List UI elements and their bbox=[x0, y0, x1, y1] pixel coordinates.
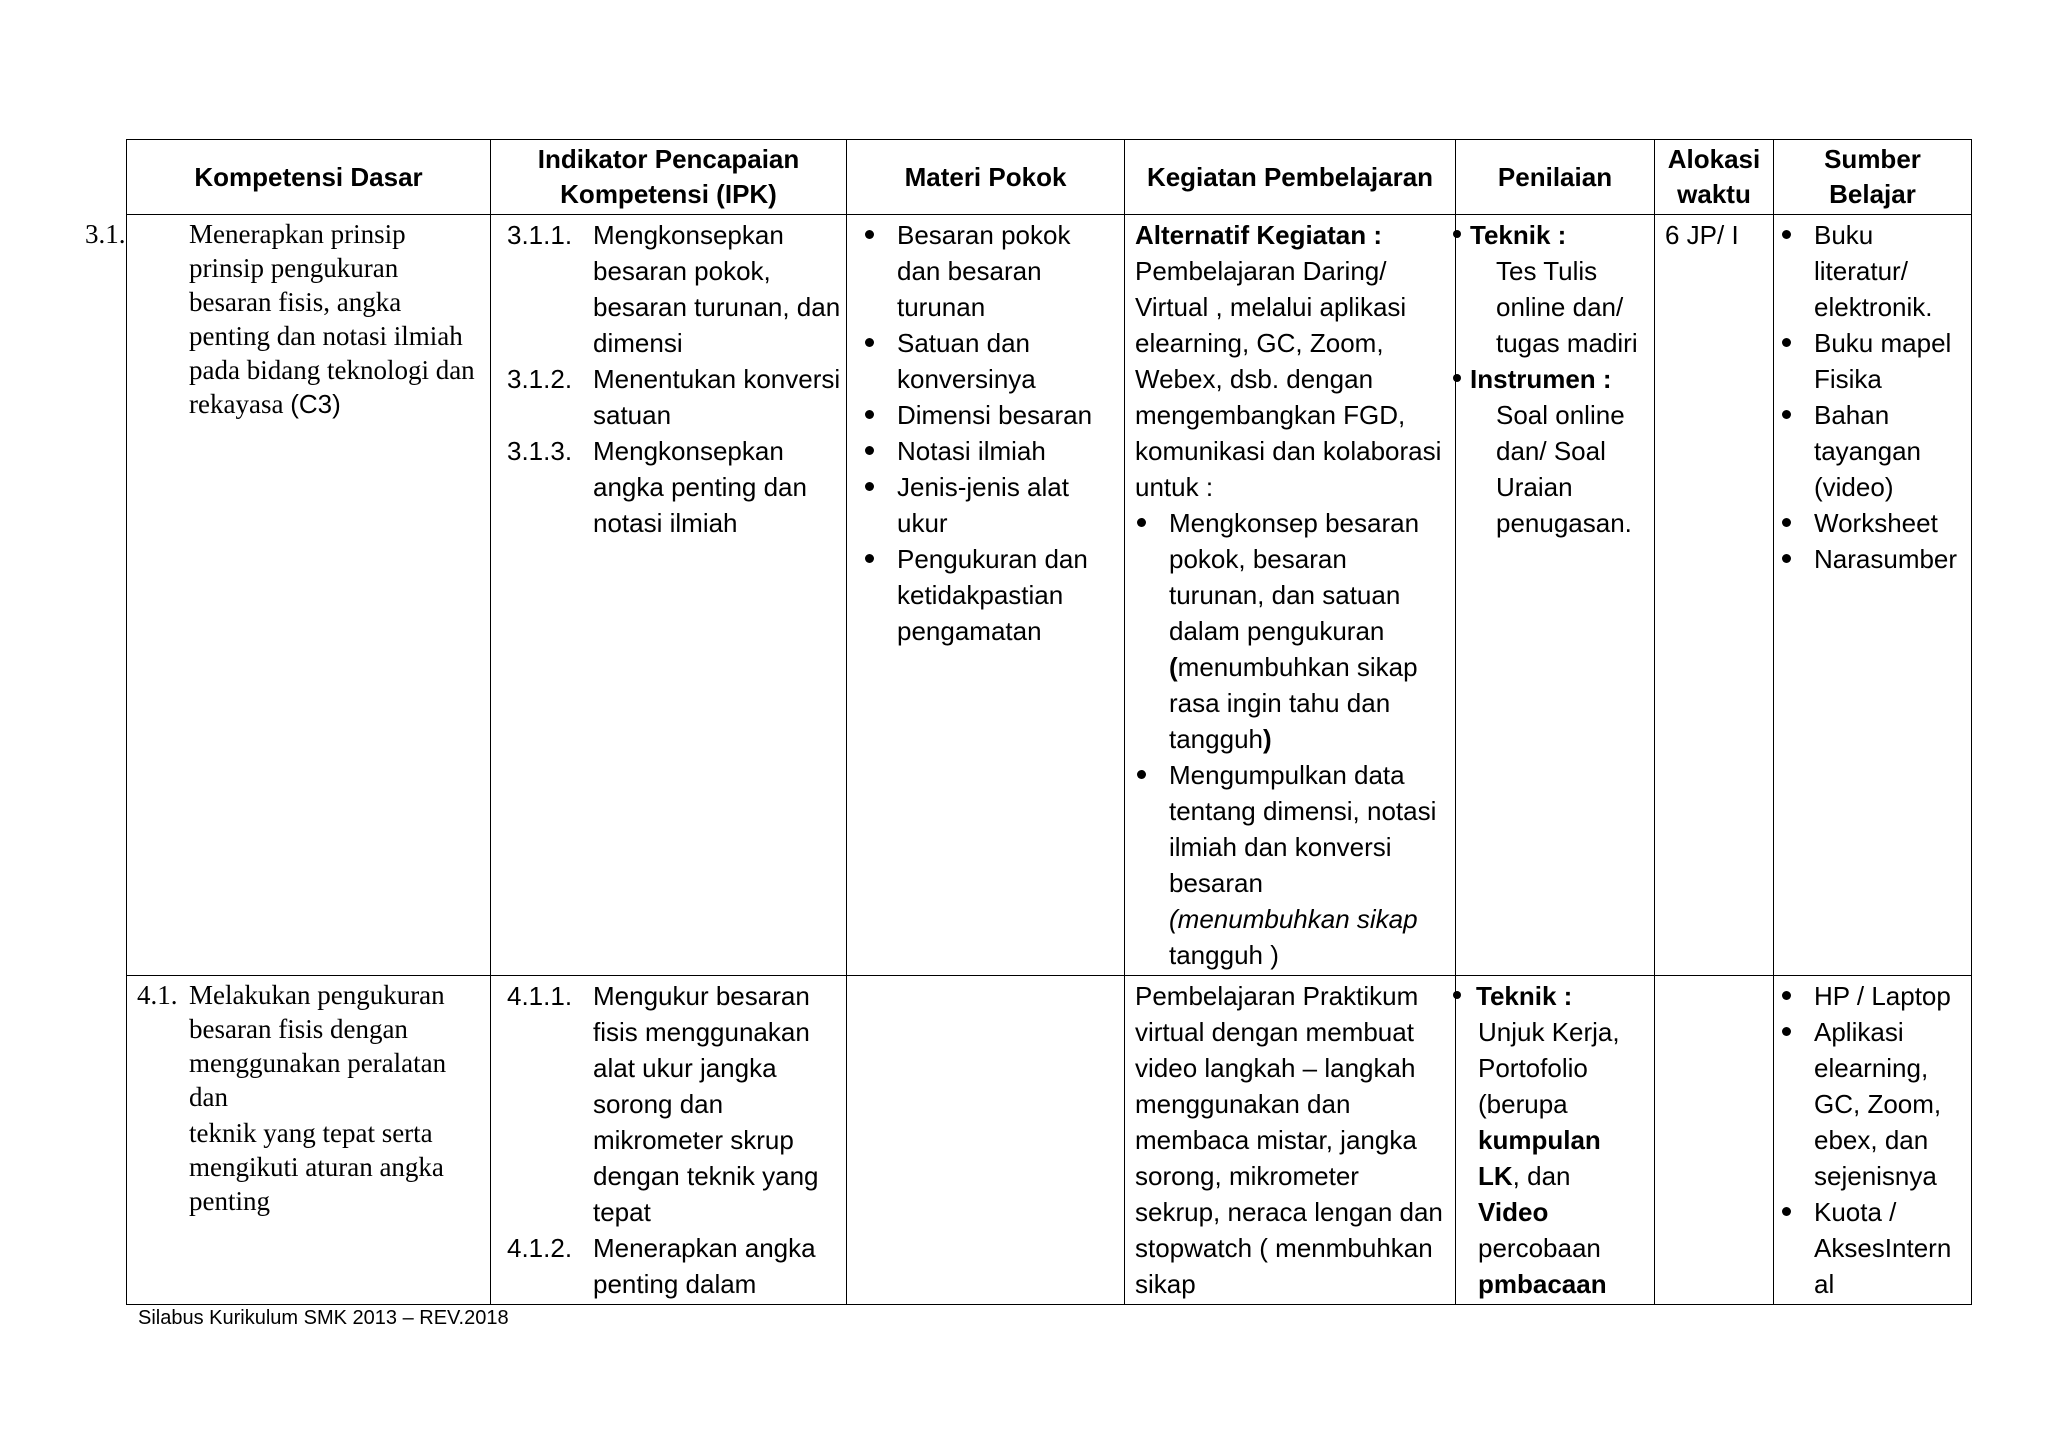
kegiatan-intro: Pembelajaran Daring/ Virtual , melalui aplikasi elearning, GC, Zoom, Webex, dsb. dengan mengembangkan FGD, komunikasi dan kolaborasi untuk : bbox=[1135, 256, 1442, 502]
ipk-text: Mengkonsepkan besaran pokok, besaran turunan, dan dimensi bbox=[593, 220, 841, 358]
bullet-icon bbox=[1453, 230, 1461, 238]
sumber-list bbox=[1774, 976, 1971, 1302]
paren-close: ) bbox=[1262, 724, 1272, 754]
instrumen-value: Soal online dan/ Soal Uraian penugasan. bbox=[1496, 400, 1632, 538]
kegiatan-note: (menumbuhkan sikap bbox=[1169, 904, 1418, 934]
list-item bbox=[1774, 217, 1969, 325]
ipk-number: 3.1.2. bbox=[507, 364, 573, 394]
teknik-value: Tes Tulis online dan/ tugas madiri bbox=[1496, 256, 1638, 358]
kd-number: 4.1. bbox=[137, 980, 178, 1010]
sumber-list bbox=[1774, 215, 1971, 577]
ipk-item bbox=[491, 1230, 846, 1302]
sumber-text: Worksheet bbox=[1814, 508, 1938, 538]
materi-text: Jenis-jenis alat ukur bbox=[897, 472, 1069, 538]
ipk-number: 3.1.1. bbox=[507, 220, 573, 250]
kegiatan-text: Pembelajaran Praktikum virtual dengan membuat video langkah – langkah menggunakan dan membaca mistar, jangka sorong, mikrometer sekrup, neraca lengan dan stopwatch ( menmbuhkan sikap bbox=[1135, 981, 1443, 1299]
ipk-text: Mengukur besaran fisis menggunakan alat ukur jangka sorong dan mikrometer skrup dengan teknik yang tepat bbox=[593, 981, 819, 1227]
kegiatan-list bbox=[1129, 505, 1449, 973]
kegiatan-note-tail: tangguh ) bbox=[1169, 940, 1279, 970]
kegiatan-cell bbox=[1125, 215, 1456, 976]
teknik-label bbox=[1456, 217, 1648, 253]
materi-text: Satuan dan konversinya bbox=[897, 328, 1036, 394]
teknik-value-text: Unjuk Kerja, Portofolio (berupa bbox=[1478, 1017, 1620, 1119]
materi-list bbox=[847, 215, 1124, 649]
kegiatan-note: menumbuhkan sikap rasa ingin tahu dan tangguh bbox=[1169, 652, 1418, 754]
header-row bbox=[127, 140, 1972, 215]
bullet-icon bbox=[865, 554, 874, 563]
list-item bbox=[857, 541, 1118, 649]
bullet-icon bbox=[865, 338, 874, 347]
bullet-icon bbox=[1782, 230, 1791, 239]
alokasi-cell bbox=[1655, 976, 1774, 1305]
bullet-icon bbox=[865, 230, 874, 239]
materi-cell bbox=[847, 976, 1125, 1305]
teknik-value-bold: pmbacaan bbox=[1478, 1269, 1607, 1299]
alokasi-cell bbox=[1655, 215, 1774, 976]
ipk-item bbox=[491, 361, 846, 433]
bullet-icon bbox=[1453, 374, 1461, 382]
ipk-list bbox=[491, 976, 846, 1302]
bullet-icon bbox=[1782, 991, 1791, 1000]
ipk-cell bbox=[491, 976, 847, 1305]
bullet-icon bbox=[1782, 410, 1791, 419]
materi-cell bbox=[847, 215, 1125, 976]
kd-text-block bbox=[85, 215, 490, 423]
bullet-icon bbox=[1782, 1027, 1791, 1036]
list-item bbox=[857, 469, 1118, 541]
header-alokasi: Alokasi waktu bbox=[1655, 140, 1774, 215]
kd-level: (C3) bbox=[290, 389, 341, 419]
ipk-text: Menentukan konversi satuan bbox=[593, 364, 841, 430]
kegiatan-block bbox=[1125, 215, 1455, 975]
bullet-icon bbox=[865, 446, 874, 455]
list-item bbox=[1774, 541, 1969, 577]
penilaian-block bbox=[1456, 976, 1654, 1302]
ipk-item bbox=[491, 978, 846, 1230]
kd-cell bbox=[85, 215, 491, 976]
instrumen-label bbox=[1456, 361, 1648, 397]
bullet-icon bbox=[1782, 338, 1791, 347]
materi-text: Besaran pokok dan besaran turunan bbox=[897, 220, 1071, 322]
bullet-icon bbox=[865, 410, 874, 419]
materi-text: Dimensi besaran bbox=[897, 400, 1093, 430]
list-item bbox=[857, 397, 1118, 433]
ipk-item bbox=[491, 433, 846, 541]
bullet-icon bbox=[1782, 1207, 1791, 1216]
teknik-value-text: , dan bbox=[1512, 1161, 1571, 1191]
list-item bbox=[857, 217, 1118, 325]
bullet-icon bbox=[1137, 518, 1146, 527]
ipk-number: 3.1.3. bbox=[507, 436, 573, 466]
teknik-label-text: Teknik : bbox=[1470, 220, 1567, 250]
sumber-text: HP / Laptop bbox=[1814, 981, 1951, 1011]
sumber-text: Buku literatur/ elektronik. bbox=[1814, 220, 1933, 322]
materi-text: Notasi ilmiah bbox=[897, 436, 1046, 466]
header-sumber: Sumber Belajar bbox=[1774, 140, 1972, 215]
teknik-label bbox=[1456, 978, 1648, 1014]
kd-text: Melakukan pengukuran besaran fisis dengan menggunakan peralatan dan bbox=[189, 980, 447, 1112]
kegiatan-cell bbox=[1125, 976, 1456, 1305]
kd-text-block bbox=[127, 976, 490, 1116]
header-kegiatan: Kegiatan Pembelajaran bbox=[1125, 140, 1456, 215]
teknik-value-text: percobaan bbox=[1478, 1233, 1601, 1263]
list-item bbox=[1774, 505, 1969, 541]
teknik-value-bold: Video bbox=[1478, 1197, 1549, 1227]
ipk-text: Menerapkan angka penting dalam bbox=[593, 1233, 816, 1299]
list-item bbox=[1774, 978, 1969, 1014]
header-penilaian: Penilaian bbox=[1456, 140, 1655, 215]
list-item bbox=[1774, 1014, 1969, 1194]
sumber-cell bbox=[1774, 215, 1972, 976]
list-item bbox=[1129, 757, 1449, 973]
sumber-text: Narasumber bbox=[1814, 544, 1958, 574]
penilaian-cell bbox=[1456, 976, 1655, 1305]
penilaian-cell bbox=[1456, 215, 1655, 976]
header-materi-pokok: Materi Pokok bbox=[847, 140, 1125, 215]
kd-text: Menerapkan prinsip prinsip pengukuran besaran fisis, angka penting dan notasi ilmiah pada bidang teknologi dan rekayasa bbox=[189, 219, 475, 419]
sumber-cell bbox=[1774, 976, 1972, 1305]
table-row bbox=[127, 976, 1972, 1305]
kegiatan-text: Mengkonsep besaran pokok, besaran turunan, dan satuan dalam pengukuran bbox=[1169, 508, 1420, 646]
kd-text-continued: teknik yang tepat serta mengikuti aturan angka penting bbox=[189, 1118, 444, 1216]
header-ipk: Indikator Pencapaian Kompetensi (IPK) bbox=[491, 140, 847, 215]
materi-text: Pengukuran dan ketidakpastian pengamatan bbox=[897, 544, 1088, 646]
teknik-label-text: Teknik : bbox=[1476, 981, 1573, 1011]
list-item bbox=[857, 325, 1118, 397]
ipk-cell bbox=[491, 215, 847, 976]
bullet-icon bbox=[1453, 991, 1461, 999]
ipk-number: 4.1.1. bbox=[507, 981, 573, 1011]
kegiatan-title: Alternatif Kegiatan : bbox=[1135, 220, 1383, 250]
kd-number: 3.1. bbox=[85, 219, 126, 249]
kd-cell bbox=[127, 976, 491, 1305]
bullet-icon bbox=[1782, 554, 1791, 563]
teknik-value bbox=[1456, 1014, 1648, 1302]
ipk-item bbox=[491, 217, 846, 361]
alokasi-value: 6 JP/ I bbox=[1665, 220, 1739, 250]
sumber-text: Bahan tayangan (video) bbox=[1814, 400, 1921, 502]
list-item bbox=[1129, 505, 1449, 757]
kegiatan-text: Mengumpulkan data tentang dimensi, notasi ilmiah dan konversi besaran bbox=[1169, 760, 1437, 898]
bullet-icon bbox=[1782, 518, 1791, 527]
sumber-text: Kuota / AksesIntern al bbox=[1814, 1197, 1952, 1299]
paren-open: ( bbox=[1169, 652, 1178, 682]
list-item bbox=[1774, 1194, 1969, 1302]
page-footer: Silabus Kurikulum SMK 2013 – REV.2018 bbox=[138, 1307, 509, 1329]
ipk-number: 4.1.2. bbox=[507, 1233, 573, 1263]
list-item bbox=[1774, 325, 1969, 397]
ipk-text: Mengkonsepkan angka penting dan notasi ilmiah bbox=[593, 436, 807, 538]
bullet-icon bbox=[1137, 770, 1146, 779]
list-item bbox=[1774, 397, 1969, 505]
penilaian-block bbox=[1456, 215, 1654, 541]
ipk-list bbox=[491, 215, 846, 541]
bullet-icon bbox=[865, 482, 874, 491]
sumber-text: Aplikasi elearning, GC, Zoom, ebex, dan sejenisnya bbox=[1814, 1017, 1942, 1191]
header-kompetensi-dasar: Kompetensi Dasar bbox=[127, 140, 491, 215]
list-item bbox=[857, 433, 1118, 469]
table-row bbox=[127, 215, 1972, 976]
teknik-value-bold: kumpulan LK bbox=[1478, 1125, 1601, 1191]
sumber-text: Buku mapel Fisika bbox=[1814, 328, 1952, 394]
syllabus-table bbox=[85, 139, 1972, 1305]
instrumen-label-text: Instrumen : bbox=[1470, 364, 1612, 394]
